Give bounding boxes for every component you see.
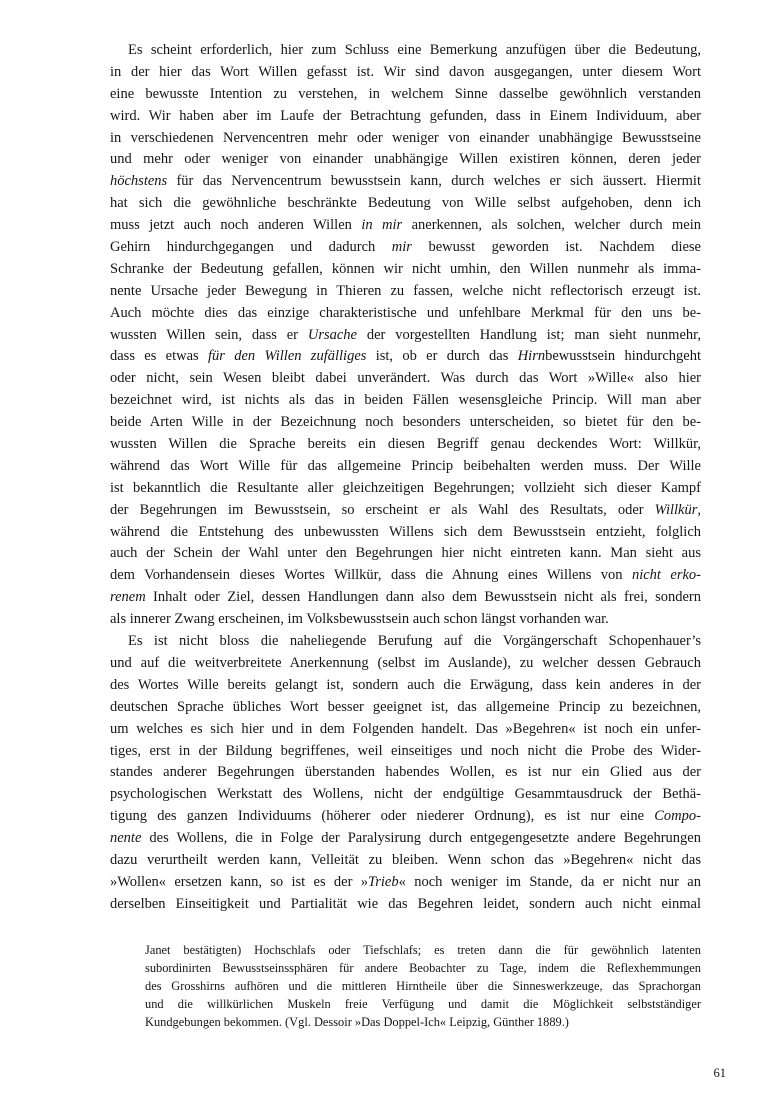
text-segment: deutschen Sprache übliches Wort besser geeignet ist, das allgemeine Princip zu bezeichnen,: [110, 698, 701, 715]
text-segment: standes anderer Begehrungen überstanden habendes Wollen, es ist nur ein Glied aus der: [110, 764, 701, 781]
text-segment: in der hier das Wort Willen gefasst ist. Wir sind davon ausgegangen, unter diesem Wort: [110, 63, 701, 80]
text-segment: « noch weniger im Stande, da er nicht nur an: [398, 873, 701, 890]
text-line: [110, 368, 701, 390]
text-line: [110, 784, 701, 806]
text-line: [110, 434, 701, 456]
main-text-block: [110, 40, 701, 916]
text-segment: hat sich die gewöhnliche beschränkte Bedeutung von Wille selbst aufgehoben, denn ich: [110, 195, 701, 212]
text-segment: in verschiedenen Nervencentren mehr oder weniger von einander unabhängige Bewusstseine: [110, 129, 701, 146]
text-line: [110, 171, 701, 193]
text-line: [110, 565, 701, 587]
text-segment: Auch möchte dies das einzige charakteristische und unfehlbare Merkmal für den uns be-: [110, 304, 701, 321]
text-segment: tigung des ganzen Individuums (höherer oder niederer Ordnung), es ist nur eine: [110, 808, 655, 825]
text-segment: und die willkürlichen Muskeln freie Verfügung und damit die Möglichkeit selbstständiger: [145, 996, 701, 1011]
text-segment: Schranke der Bedeutung gefallen, können wir nicht umhin, den Willen nunmehr als imma-: [110, 260, 701, 277]
text-line: [110, 719, 701, 741]
text-line: [110, 149, 701, 171]
text-segment: muss jetzt auch noch anderen Willen: [110, 217, 362, 234]
text-line: [110, 40, 701, 62]
italic-text-segment: mir: [391, 239, 412, 256]
text-line: [110, 346, 701, 368]
text-line: [110, 500, 701, 522]
text-line: [110, 62, 701, 84]
text-segment: oder nicht, sein Wesen bleibt dabei unverändert. Was durch das Wort »Wille« also hier: [110, 370, 701, 387]
text-segment: Es ist nicht bloss die naheliegende Berufung auf die Vorgängerschaft Schopenhauer’s: [128, 633, 701, 650]
text-segment: Gehirn hindurchgegangen und dadurch: [110, 239, 392, 256]
text-segment: tiges, erst in der Bildung begriffenes, weil einseitiges und noch nicht die Probe des Wider-: [110, 742, 701, 759]
text-line: [145, 978, 701, 996]
text-segment: dazu verurtheilt werden kann, Velleität zu bleiben. Wenn schon das »Begehren« nicht das: [110, 851, 701, 868]
text-line: [110, 609, 701, 631]
text-segment: wussten Willen sein, dass er: [110, 326, 308, 343]
text-line: [110, 653, 701, 675]
text-line: [110, 894, 701, 916]
text-segment: ist, ob er durch das: [366, 348, 518, 365]
paragraph: [110, 631, 701, 916]
page-number: 61: [713, 1066, 726, 1080]
text-line: [110, 631, 701, 653]
text-segment: während das Wort Wille für das allgemeine Princip beibehalten werden muss. Der Wille: [110, 457, 701, 474]
italic-text-segment: Trieb: [368, 873, 399, 890]
text-segment: anerkennen, als solchen, welcher durch mein: [402, 217, 701, 234]
text-segment: des Grosshirns aufhören und die mittleren Hirntheile über die Sinneswerkzeuge, das Sprachorgan: [145, 978, 701, 993]
text-segment: und auf die weitverbreitete Anerkennung (selbst im Auslande), zu welcher dessen Gebrauch: [110, 654, 701, 671]
text-segment: der Begehrungen im Bewusstsein, so erscheint er als Wahl des Resultats, oder: [110, 501, 655, 518]
italic-text-segment: Ursache: [307, 326, 357, 343]
text-segment: Kundgebungen bekommen. (Vgl. Dessoir »Das Doppel-Ich« Leipzig, Günther 1889.): [145, 1014, 569, 1029]
text-line: [110, 697, 701, 719]
italic-text-segment: für den Willen zufälliges: [207, 348, 367, 365]
text-segment: Inhalt oder Ziel, dessen Handlungen dann also dem Bewusstsein nicht als frei, sondern: [145, 589, 701, 606]
text-line: [110, 850, 701, 872]
text-line: [110, 478, 701, 500]
text-line: [110, 325, 701, 347]
italic-text-segment: Willkür: [654, 501, 698, 518]
text-segment: eine bewusste Intention zu verstehen, in welchem Sinne dasselbe gewöhnlich verstanden: [110, 85, 701, 102]
text-segment: für das Nervencentrum bewusstsein kann, durch welches er sich äussert. Hiermit: [167, 173, 701, 190]
text-segment: dass es etwas: [110, 348, 208, 365]
text-line: [110, 303, 701, 325]
text-line: [110, 259, 701, 281]
footnote-block: [145, 942, 701, 1031]
text-line: [110, 762, 701, 784]
text-line: [110, 522, 701, 544]
text-segment: auch der Schein der Wahl unter den Begehrungen hier nicht eintreten kann. Man sieht aus: [110, 545, 701, 562]
text-segment: wussten Willen die Sprache bereits ein diesen Begriff genau deckendes Wort: Willkür,: [110, 436, 701, 453]
text-segment: dem Vorhandensein dieses Wortes Willkür, dass die Ahnung eines Willens von: [110, 567, 632, 584]
text-line: [145, 942, 701, 960]
text-line: [110, 872, 701, 894]
text-line: [110, 456, 701, 478]
text-line: [110, 412, 701, 434]
text-line: [145, 1014, 701, 1032]
italic-text-segment: nente: [110, 830, 142, 847]
text-line: [110, 281, 701, 303]
text-segment: um welches es sich hier und in dem Folgenden handelt. Das »Begehren« ist noch ein unfer-: [110, 720, 701, 737]
text-segment: wird. Wir haben aber im Laufe der Betrachtung gefunden, dass in Einem Individuum, aber: [110, 107, 701, 124]
text-segment: subordinirten Bewusstseinssphären für andere Beobachter zu Tage, indem die Reflexhemmungen: [145, 960, 701, 975]
text-segment: bezeichnet wird, ist nichts als das in beiden Fällen wesensgleiche Princip. Will man aber: [110, 392, 701, 409]
text-line: [110, 106, 701, 128]
text-line: [110, 390, 701, 412]
text-segment: derselben Einseitigkeit und Partialität wie das Begehren leidet, sondern auch nicht einmal: [110, 895, 701, 912]
text-segment: ist bekanntlich die Resultante aller gleichzeitigen Begehrungen; vollzieht sich dieser Kampf: [110, 479, 701, 496]
text-segment: bewusst geworden ist. Nachdem diese: [411, 239, 701, 256]
text-line: [110, 237, 701, 259]
text-line: [110, 587, 701, 609]
italic-text-segment: in mir: [361, 217, 403, 234]
text-segment: Es scheint erforderlich, hier zum Schluss eine Bemerkung anzufügen über die Bedeutung,: [128, 42, 701, 58]
text-line: [110, 128, 701, 150]
text-segment: ,: [697, 501, 701, 518]
paragraph: [110, 40, 701, 631]
italic-text-segment: nicht erko-: [631, 567, 701, 584]
text-line: [110, 543, 701, 565]
text-line: [110, 84, 701, 106]
italic-text-segment: höchstens: [110, 173, 168, 190]
text-segment: bewusstsein hindurchgeht: [545, 348, 701, 365]
text-segment: psychologischen Werkstatt des Wollens, nicht der endgültige Gesammtausdruck der Bethä-: [110, 786, 701, 803]
text-segment: während die Entstehung des unbewussten Willens sich dem Bewusstsein entzieht, folglich: [110, 523, 701, 540]
text-segment: des Wollens, die in Folge der Paralysirung durch entgegengesetzte andere Begehrungen: [141, 830, 701, 847]
text-segment: und mehr oder weniger von einander unabhängige Willen existiren können, deren jeder: [110, 151, 701, 168]
text-segment: nente Ursache jeder Bewegung in Thieren zu fassen, welche nicht reflectorisch erzeugt ist.: [110, 282, 701, 299]
text-line: [110, 215, 701, 237]
text-line: [110, 806, 701, 828]
italic-text-segment: Hirn: [517, 348, 546, 365]
text-line: [110, 675, 701, 697]
text-segment: des Wortes Wille bereits gelangt ist, sondern auch die Erwägung, dass kein anderes in der: [110, 676, 701, 693]
text-segment: beide Arten Wille in der Bezeichnung noch besonders unterscheiden, so bietet für den be-: [110, 414, 701, 431]
text-line: [110, 193, 701, 215]
text-segment: als innerer Zwang erscheinen, im Volksbewusstsein auch schon längst vorhanden war.: [110, 611, 609, 628]
text-line: [145, 960, 701, 978]
italic-text-segment: renem: [110, 589, 146, 606]
italic-text-segment: Compo-: [654, 808, 701, 825]
text-line: [110, 741, 701, 763]
text-segment: Janet bestätigten) Hochschlafs oder Tiefschlafs; es treten dann die für gewöhnlich latenten: [145, 943, 701, 957]
text-line: [145, 996, 701, 1014]
text-segment: der vorgestellten Handlung ist; man sieht nunmehr,: [357, 326, 702, 343]
text-segment: »Wollen« ersetzen kann, so ist es der »: [110, 873, 368, 890]
text-line: [110, 828, 701, 850]
